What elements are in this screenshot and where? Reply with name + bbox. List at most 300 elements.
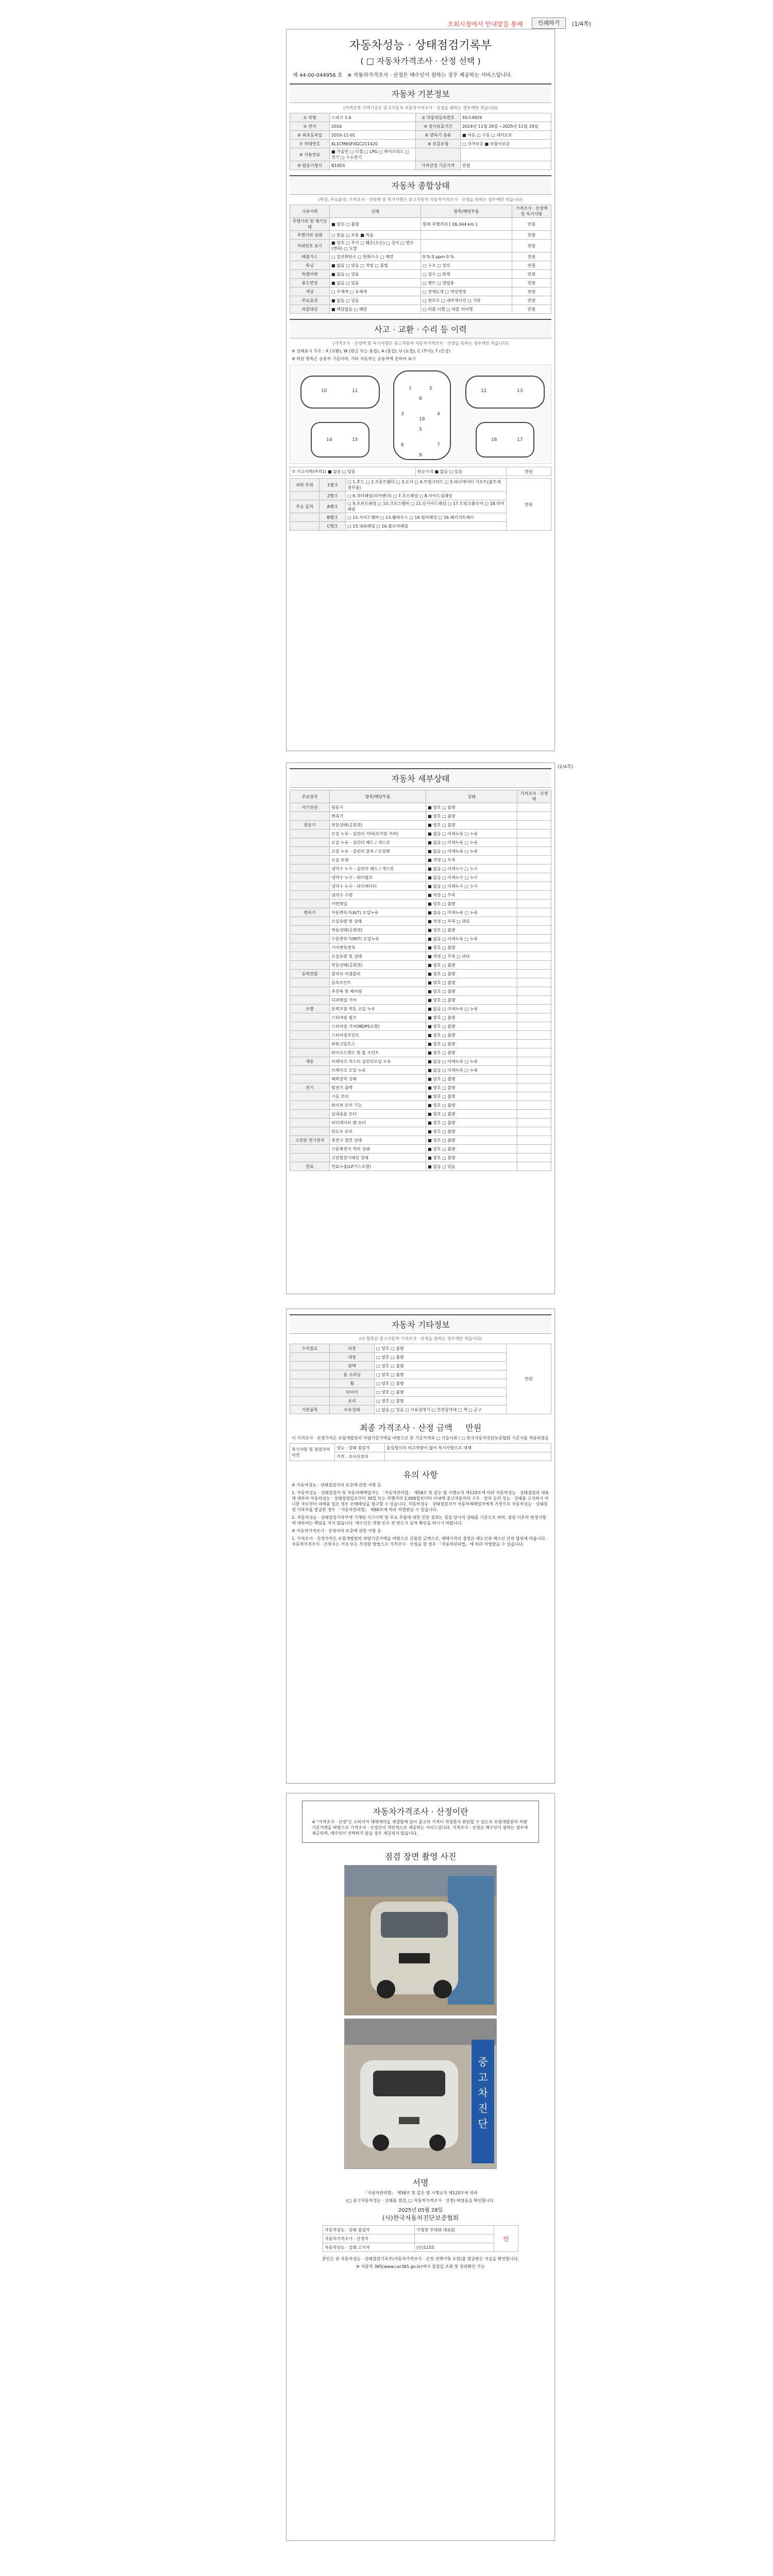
diagram-part-label: 7 xyxy=(437,443,440,448)
detail-part: 구동축전지 격리 상태 xyxy=(330,1145,426,1154)
detail-price xyxy=(517,1022,551,1031)
detail-part: 오일 유량 xyxy=(330,856,426,865)
detail-row xyxy=(290,1127,551,1136)
detail-state: ■ 양호 □ 불량 xyxy=(426,1092,517,1101)
other-item: 유리 xyxy=(330,1397,375,1405)
detail-group: 동력전달 xyxy=(290,970,330,978)
basic-row xyxy=(290,140,551,148)
detail-price xyxy=(517,952,551,961)
detail-state: ■ 없음 □ 미세누유 □ 누유 xyxy=(426,935,517,943)
car-front-view xyxy=(311,422,369,457)
detail-state: ■ 양호 □ 불량 xyxy=(426,1013,517,1022)
detail-row xyxy=(290,1075,551,1083)
detail-price xyxy=(517,812,551,821)
final-table xyxy=(290,1443,551,1461)
detail-state: ■ 양호 □ 불량 xyxy=(426,996,517,1005)
detail-part: 자동변속기(A/T) 오일누유 xyxy=(330,908,426,917)
detail-part: 작동상태(공회전) xyxy=(330,821,426,829)
detail-row xyxy=(290,1092,551,1101)
detail-row xyxy=(290,943,551,952)
detail-part: 냉각수 누수 - 워터펌프 xyxy=(330,873,426,882)
detail-row xyxy=(290,1040,551,1048)
basic-row xyxy=(290,131,551,140)
detail-state: ■ 없음 □ 미세누수 □ 누수 xyxy=(426,865,517,873)
detail-price xyxy=(517,908,551,917)
detail-group xyxy=(290,1048,330,1057)
detail-col-4: 가격조사 · 산정액 xyxy=(517,790,551,803)
badge-char-2: 고 xyxy=(478,2071,488,2083)
overall-heading: 자동차 종합상태 xyxy=(290,175,551,195)
final-inspector-value: 동일형식의 비교차량이 없어 특기사항으로 대체 xyxy=(385,1444,551,1452)
detail-price xyxy=(517,1040,551,1048)
other-group: 수리필요 xyxy=(290,1344,330,1353)
other-item: 보유상태 xyxy=(330,1405,375,1414)
detail-part: 냉각수 수량 xyxy=(330,891,426,900)
detail-part: 스티어링조인트 xyxy=(330,1031,426,1040)
detail-row xyxy=(290,1118,551,1127)
detail-group xyxy=(290,1110,330,1118)
car-rear-view xyxy=(476,422,534,457)
other-state: □ 양호 □ 불량 xyxy=(375,1379,507,1388)
basic-label: ④ 검사유효기간 xyxy=(416,122,461,131)
overall-price: 만원 xyxy=(512,270,551,279)
detail-price xyxy=(517,1136,551,1145)
front-photo xyxy=(344,1865,497,2015)
overall-item: 용도변경 xyxy=(290,279,330,287)
detail-price xyxy=(517,1101,551,1110)
accident-summary-right: 단순수리 ■ 없음 □ 있음 xyxy=(416,467,507,476)
detail-part: 커먼레일 xyxy=(330,900,426,908)
detail-part: 스티어링 기어(MDPS포함) xyxy=(330,1022,426,1031)
detail-group xyxy=(290,952,330,961)
detail-group: 변속기 xyxy=(290,908,330,917)
basic-value: B10D1 xyxy=(330,161,416,170)
overall-row xyxy=(290,218,551,231)
detail-price xyxy=(517,1075,551,1083)
detail-state: ■ 없음 □ 미세누유 □ 누유 xyxy=(426,847,517,856)
accident-subnote: (가격조사 · 산정액 및 특기사항은 중고자동차 자동차가격조사 · 산정을 원하는 경우에만 적습니다) xyxy=(332,341,509,346)
detail-state: ■ 양호 □ 불량 xyxy=(426,970,517,978)
detail-row xyxy=(290,978,551,987)
overall-state: ■ 없음 □ 있음 □ 적법 □ 불법 xyxy=(330,261,421,270)
detail-price xyxy=(517,882,551,891)
overall-item: 주행거리 상태 xyxy=(290,231,330,240)
other-state: □ 양호 □ 불량 xyxy=(375,1370,507,1379)
detail-state: ■ 적정 □ 부족 xyxy=(426,856,517,865)
diagram-part-label: 5 xyxy=(419,427,422,432)
detail-price xyxy=(517,1154,551,1162)
overall-detail xyxy=(421,240,512,252)
basic-label: ⑤ 최초등록일 xyxy=(290,131,330,140)
document-title: 자동차성능 · 상태점검기록부 xyxy=(349,39,492,52)
final-label: 특기사항 및 점검자의 의견 xyxy=(290,1444,335,1461)
accident-parts: □ 15.대쉬패널 □ 16.플로어패널 xyxy=(346,522,507,531)
detail-state: ■ 적정 □ 부족 □ 과다 xyxy=(426,917,517,926)
detail-group xyxy=(290,1066,330,1075)
detail-state: ■ 양호 □ 불량 xyxy=(426,1048,517,1057)
detail-part: 브레이크 오일 누유 xyxy=(330,1066,426,1075)
final-heading-text: 최종 가격조사 · 산정 금액 xyxy=(359,1423,452,1433)
document-number: 제 44-00-044956 호 xyxy=(293,73,343,78)
detail-row xyxy=(290,812,551,821)
overall-item: 색상 xyxy=(290,287,330,296)
basic-value xyxy=(461,148,551,161)
car-left-view xyxy=(300,376,380,409)
detail-part: 와이퍼 모터 기능 xyxy=(330,1101,426,1110)
detail-part: 수동변속기(M/T) 오일누유 xyxy=(330,935,426,943)
final-price: 만원 xyxy=(465,1423,482,1433)
overall-detail: □ 썬루프 □ 네비게이션 □ 기타 xyxy=(421,296,512,305)
detail-state: ■ 없음 □ 미세누유 □ 누유 xyxy=(426,1005,517,1013)
signature-line-2: (□ 중고자동차성능 · 상태를 점검, □ 자동차가격조사 · 산정) 하였음을 확인합니다. xyxy=(346,2198,495,2203)
detail-state: ■ 없음 □ 미세누유 □ 누유 xyxy=(426,838,517,847)
detail-group xyxy=(290,882,330,891)
page-indicator: (1/4쪽) xyxy=(572,21,591,27)
promo-heading: 자동차가격조사 · 산정이란 xyxy=(373,1807,468,1817)
detail-state: ■ 양호 □ 불량 xyxy=(426,1083,517,1092)
detail-row xyxy=(290,882,551,891)
detail-state: ■ 양호 □ 불량 xyxy=(426,1154,517,1162)
detail-state: ■ 없음 □ 미세누유 □ 누유 xyxy=(426,829,517,838)
detail-group xyxy=(290,847,330,856)
detail-part: 원동기 xyxy=(330,803,426,812)
basic-row xyxy=(290,148,551,161)
basic-value: 2016 xyxy=(330,122,416,131)
basic-label: ③ 연식 xyxy=(290,122,330,131)
detail-price xyxy=(517,821,551,829)
accident-parts: □ 6.쿼터패널(리어펜더) □ 7.루프패널 □ 8.사이드실패널 xyxy=(346,492,507,500)
diagram-part-label: 17 xyxy=(517,437,523,443)
overall-col-2: 상태 xyxy=(330,205,421,218)
detail-part: 라디에이터 팬 모터 xyxy=(330,1118,426,1127)
other-group xyxy=(290,1362,330,1370)
diagram-part-label: 8 xyxy=(419,396,422,401)
print-button[interactable]: 인쇄하기 xyxy=(532,18,566,29)
detail-part: 클러치 어셈블리 xyxy=(330,970,426,978)
detail-part: 작동상태(공회전) xyxy=(330,961,426,970)
detail-price xyxy=(517,1083,551,1092)
detail-price xyxy=(517,1162,551,1171)
notice-link[interactable]: 조회시점에서 안내말을 통해 xyxy=(447,21,523,28)
final-assessor-label: 가격 · 조사산정자 xyxy=(335,1452,385,1461)
detail-row xyxy=(290,970,551,978)
detail-part: 배력장치 상태 xyxy=(330,1075,426,1083)
detail-group: 연료 xyxy=(290,1162,330,1171)
overall-row xyxy=(290,231,551,240)
detail-group xyxy=(290,856,330,865)
other-row xyxy=(290,1344,551,1353)
detail-part: 냉각수 누수 - 라디에이터 xyxy=(330,882,426,891)
detail-part: 동력조향 작동 오일 누유 xyxy=(330,1005,426,1013)
notes-paragraph-3: 1. 가격조사 · 산정가격은 보험개발원의 차량기준가액을 바탕으로 산출한 금액으로, 매매가격의 결정은 매도인과 매수인 간의 합의에 따릅니다. 자동차가격조사 · 산정자는 거짓 또는 부정한 방법으로 가격조사 · 산정을 한 경우 「자동차관리법」에 따라 처벌받을 수 있습니다. xyxy=(292,1536,546,1547)
car-diagram xyxy=(290,365,551,464)
accident-grade: B랭크 xyxy=(320,513,346,522)
detail-part: 실내송풍 모터 xyxy=(330,1110,426,1118)
detail-row xyxy=(290,1005,551,1013)
detail-group xyxy=(290,900,330,908)
detail-state: ■ 양호 □ 불량 xyxy=(426,961,517,970)
detail-group xyxy=(290,996,330,1005)
detail-row xyxy=(290,865,551,873)
detail-part: 냉각수 누수 - 실린더 헤드 / 개스킷 xyxy=(330,865,426,873)
other-item: 룸 크리닝 xyxy=(330,1370,375,1379)
detail-group xyxy=(290,873,330,882)
accident-parts: □ 1.후드 □ 2.프론트휀더 □ 3.도어 □ 4.트렁크리드 □ 5.라디에이터 서포트(볼트체결부품) xyxy=(346,479,507,492)
detail-row xyxy=(290,917,551,926)
overall-row xyxy=(290,252,551,261)
detail-part: 오일 누유 - 실린더 커버(로커암 커버) xyxy=(330,829,426,838)
overall-price: 만원 xyxy=(512,252,551,261)
detail-price xyxy=(517,1048,551,1057)
other-group xyxy=(290,1370,330,1379)
badge-char-1: 중 xyxy=(478,2056,488,2068)
basic-label: ⑥ 변속기 종류 xyxy=(416,131,461,140)
overall-detail: 현재 주행거리 [ 26,344 km ] xyxy=(421,218,512,231)
basic-value: KL1CM6SFXGC211420 xyxy=(330,140,416,148)
detail-state: ■ 적정 □ 부족 □ 과다 xyxy=(426,952,517,961)
detail-row xyxy=(290,1145,551,1154)
basic-label: ⑩ 원동기형식 xyxy=(290,161,330,170)
detail-col-2: 항목/해당부품 xyxy=(330,790,426,803)
overall-price: 만원 xyxy=(512,231,551,240)
diagram-part-label: 6 xyxy=(401,443,404,448)
detail-state: ■ 양호 □ 불량 xyxy=(426,900,517,908)
detail-part: 디퍼렌셜 기어 xyxy=(330,996,426,1005)
sig-row-2-label: 자동차가격조사 · 산정자 xyxy=(323,2234,415,2243)
basic-info-subnote: (가격산정 가격기준은 중고자동차 자동차가격조사 · 산정을 원하는 경우에만 적습니다) xyxy=(343,106,498,110)
basic-info-heading: 자동차 기본정보 xyxy=(290,83,551,103)
detail-price xyxy=(517,943,551,952)
detail-price xyxy=(517,1013,551,1022)
detail-group xyxy=(290,943,330,952)
detail-part: 오일 누유 - 실린더 헤드 / 개스킷 xyxy=(330,838,426,847)
detail-row xyxy=(290,1022,551,1031)
other-table xyxy=(290,1344,551,1414)
overall-subnote: (특정, 주요옵션, 가격조사 · 산정액 및 특기사항은 중고자동차 자동차가격조사 · 산정을 원하는 경우에만 적습니다) xyxy=(318,197,523,202)
sig-row-3-label: 자동차성능 · 상태 고지자 xyxy=(323,2243,415,2252)
detail-part: 오일유량 및 상태 xyxy=(330,917,426,926)
detail-state: ■ 양호 □ 불량 xyxy=(426,1040,517,1048)
detail-part: 변속기 xyxy=(330,812,426,821)
diagram-part-label: 1 xyxy=(409,386,412,391)
detail-price xyxy=(517,856,551,865)
other-subnote: (이 항목은 중고자동차 가격조사 · 산정을 원하는 경우에만 적습니다) xyxy=(359,1336,482,1341)
overall-row xyxy=(290,261,551,270)
detail-col-1: 주요장치 xyxy=(290,790,330,803)
diagram-part-label: 12 xyxy=(481,388,487,394)
overall-state: □ 무채색 □ 유채색 xyxy=(330,287,421,296)
detail-price xyxy=(517,1118,551,1127)
detail-state: ■ 없음 □ 미세누유 □ 누유 xyxy=(426,908,517,917)
overall-row xyxy=(290,279,551,287)
detail-row xyxy=(290,838,551,847)
signature-footer-2: ※ 자동차 365(www.car365.go.kr)에서 점검일 조회 및 진위확인 가능 xyxy=(356,2264,485,2269)
diagram-part-label: 3 xyxy=(401,412,404,417)
car-right-view xyxy=(465,376,545,409)
overall-price: 만원 xyxy=(512,305,551,314)
detail-price xyxy=(517,970,551,978)
overall-detail: □ 리콜 이행 □ 리콜 미이행 xyxy=(421,305,512,314)
accident-grade: A랭크 xyxy=(320,500,346,513)
final-inspector-label: 성능 · 상태 점검자 xyxy=(335,1444,385,1452)
detail-part: 오일 누유 - 실린더 블록 / 오일팬 xyxy=(330,847,426,856)
overall-state: ■ 없음 □ 있음 xyxy=(330,279,421,287)
detail-group xyxy=(290,935,330,943)
detail-part: 오일유량 및 상태 xyxy=(330,952,426,961)
other-state: □ 없음 □ 있음 □ 사용설명서 □ 안전삼각대 □ 잭 □ 공구 xyxy=(375,1405,507,1414)
detail-row xyxy=(290,952,551,961)
overall-row xyxy=(290,287,551,296)
detail-price xyxy=(517,838,551,847)
accident-grade: 1랭크 xyxy=(320,479,346,492)
detail-part: 작동상태(공회전) xyxy=(330,926,426,935)
overall-state: ■ 없음 □ 있음 xyxy=(330,270,421,279)
overall-state: ■ 양호 □ 부식 □ 훼손(오손) □ 상이 □ 변조(변타) □ 도말 xyxy=(330,240,421,252)
detail-row xyxy=(290,961,551,970)
accident-rank: 외판 부위 xyxy=(290,479,320,492)
detail-part: 윈도우 모터 xyxy=(330,1127,426,1136)
detail-state: ■ 없음 □ 있음 xyxy=(426,1162,517,1171)
detail-part: 연료누출(LP가스포함) xyxy=(330,1162,426,1171)
sig-row-2-value xyxy=(415,2234,494,2243)
overall-item: 차대번호 표기 xyxy=(290,240,330,252)
detail-row xyxy=(290,996,551,1005)
detail-state: ■ 양호 □ 불량 xyxy=(426,943,517,952)
detail-price xyxy=(517,891,551,900)
detail-price xyxy=(517,1066,551,1075)
final-assessor-value xyxy=(385,1452,551,1461)
overall-col-4: 가격조사 · 산정액 및 특기사항 xyxy=(512,205,551,218)
notes-paragraph-1: 1. 자동차성능 · 상태점검자 및 자동차매매업자는 「자동차관리법」 제58조 및 같은 법 시행규칙 제120조에 따라 자동차성능 · 상태점검의 내용에 대하여 자동차성능 · 상태점검일로부터 30일 또는 주행거리 2,000킬로미터 이내에 중고자동차의 구조 · 장치 등의 성능 · 상태를 고지하지 아니한 자로부터 피해를 입은 경우 손해배상을 청구할 수 있습니다. 자동차성능 · 상태점검자가 자동차매매업자에게 거짓으로 자동차성능 · 상태점검 기록부를 발급한 경우 「자동차관리법」 제80조에 따라 처벌받을 수 있습니다. xyxy=(292,1490,549,1512)
detail-col-3: 상태 xyxy=(426,790,517,803)
detail-group xyxy=(290,1022,330,1031)
basic-value: 스파크 1.0 xyxy=(330,113,416,122)
diagram-part-label: 4 xyxy=(437,412,440,417)
detail-part: 타이로드엔드 및 볼 조인트 xyxy=(330,1048,426,1057)
detail-part: 고전원전기배선 상태 xyxy=(330,1154,426,1162)
detail-group: 자기진단 xyxy=(290,803,330,812)
detail-state: ■ 없음 □ 미세누유 □ 누유 xyxy=(426,1057,517,1066)
final-heading xyxy=(290,1421,551,1433)
detail-price xyxy=(517,961,551,970)
document-notice: ※ 자동차가격조사 · 산정은 매수인이 원하는 경우 제공하는 서비스입니다. xyxy=(347,73,513,78)
detail-state: ■ 양호 □ 불량 xyxy=(426,1145,517,1154)
detail-group xyxy=(290,1145,330,1154)
other-item: 광택 xyxy=(330,1362,375,1370)
other-item: 내장 xyxy=(330,1353,375,1362)
detail-price xyxy=(517,1127,551,1136)
page-4 xyxy=(286,1793,555,2541)
overall-item: 리콜대상 xyxy=(290,305,330,314)
detail-group xyxy=(290,1092,330,1101)
detail-price xyxy=(517,829,551,838)
diagram-part-label: 2 xyxy=(429,386,432,391)
other-group xyxy=(290,1397,330,1405)
detail-part: 파워고압호스 xyxy=(330,1040,426,1048)
detail-group xyxy=(290,961,330,970)
accident-legend: ※ 상태표시 부호 : X (교환), W (판금 또는 용접), A (흠집), U (요철), C (부식), T (손상) xyxy=(292,349,451,353)
overall-row xyxy=(290,296,551,305)
sig-row-1-value: 가경장 부대위 대표원 xyxy=(415,2226,494,2234)
detail-state: ■ 양호 □ 불량 xyxy=(426,1127,517,1136)
other-state: □ 양호 □ 불량 xyxy=(375,1344,507,1353)
detail-state: ■ 양호 □ 불량 xyxy=(426,1118,517,1127)
basic-label: ② 자동차등록번호 xyxy=(416,113,461,122)
basic-label xyxy=(416,148,461,161)
diagram-part-label: 13 xyxy=(517,388,523,394)
detail-price xyxy=(517,1145,551,1154)
diagram-part-label: 16 xyxy=(491,437,497,443)
detail-part: 추진축 및 베어링 xyxy=(330,987,426,996)
accident-parts: □ 12.사이드멤버 □ 13.휠하우스 □ 14.필러패널 □ 16.패키지트레이 xyxy=(346,513,507,522)
detail-group: 원동기 xyxy=(290,821,330,829)
detail-row xyxy=(290,1013,551,1022)
detail-price xyxy=(517,1110,551,1118)
detail-row xyxy=(290,908,551,917)
overall-price: 만원 xyxy=(512,261,551,270)
overall-price: 만원 xyxy=(512,296,551,305)
detail-group xyxy=(290,917,330,926)
basic-row xyxy=(290,122,551,131)
badge-char-3: 차 xyxy=(478,2087,488,2099)
notes-title-1: ※ 자동차성능 · 상태점검자의 보증에 관한 사항 등 xyxy=(292,1483,381,1487)
detail-group xyxy=(290,1040,330,1048)
overall-col-3: 항목/해당부품 xyxy=(421,205,512,218)
overall-col-1: 사용이력 xyxy=(290,205,330,218)
detail-price xyxy=(517,1005,551,1013)
detail-row xyxy=(290,1136,551,1145)
detail-group xyxy=(290,1118,330,1127)
accident-rank xyxy=(290,513,320,522)
seal-text: 인 xyxy=(503,2235,509,2243)
overall-item: 배출가스 xyxy=(290,252,330,261)
detail-group xyxy=(290,926,330,935)
detail-price xyxy=(517,978,551,987)
detail-row xyxy=(290,1066,551,1075)
detail-row xyxy=(290,1162,551,1171)
detail-row xyxy=(290,1154,551,1162)
diagram-part-label: 11 xyxy=(352,388,358,394)
promo-body: ※ "가격조사 · 산정"은 소비자가 매매계약을 체결함에 있어 중고차 가격이 적정한지 판단할 수 있도록 보험개발원의 차량기준가액을 바탕으로 가격조사 · 산정인이 객관적으로 제공하는 서비스입니다. 가격조사 · 산정은 매수인이 원하는 경우에 제공되며, 매수인이 선택하지 않을 경우 제공되지 않습니다. xyxy=(312,1820,528,1836)
accident-summary xyxy=(290,467,551,476)
detail-price xyxy=(517,1057,551,1066)
other-item: 외장 xyxy=(330,1344,375,1353)
detail-row xyxy=(290,1101,551,1110)
detail-group xyxy=(290,987,330,996)
accident-row xyxy=(290,479,551,492)
detail-row xyxy=(290,987,551,996)
detail-price xyxy=(517,900,551,908)
detail-price xyxy=(517,926,551,935)
detail-row xyxy=(290,900,551,908)
detail-part: 브레이크 마스터 실린더오일 누유 xyxy=(330,1057,426,1066)
detail-state: ■ 없음 □ 미세누수 □ 누수 xyxy=(426,873,517,882)
detail-state: ■ 양호 □ 불량 xyxy=(426,1101,517,1110)
overall-state: □ 많음 □ 보통 ■ 적음 xyxy=(330,231,421,240)
detail-group xyxy=(290,1075,330,1083)
signature-line-1: 「자동차관리법」 제58조 및 같은 법 시행규칙 제120조에 따라 xyxy=(363,2191,478,2195)
basic-label: ⑦ 차대번호 xyxy=(290,140,330,148)
overall-item: 주행거리 및 계기상태 xyxy=(290,218,330,231)
detail-row xyxy=(290,1083,551,1092)
detail-part: 발전기 출력 xyxy=(330,1083,426,1092)
detail-row xyxy=(290,935,551,943)
detail-row xyxy=(290,856,551,865)
basic-value: ■ 가솔린 □ 디젤 □ LPG □ 하이브리드 □ 전기 □ 수소전기 xyxy=(330,148,416,161)
page-2-number: (2/4쪽) xyxy=(557,765,573,770)
final-note: 이 가격조사 · 산정가격은 보험개발원의 차량기준가액을 바탕으로 한 기준가격과 □ 기술사회 / □ 한국자동차진단보증협회 기준서를 적용하였음 xyxy=(292,1436,549,1440)
detail-row xyxy=(290,1031,551,1040)
